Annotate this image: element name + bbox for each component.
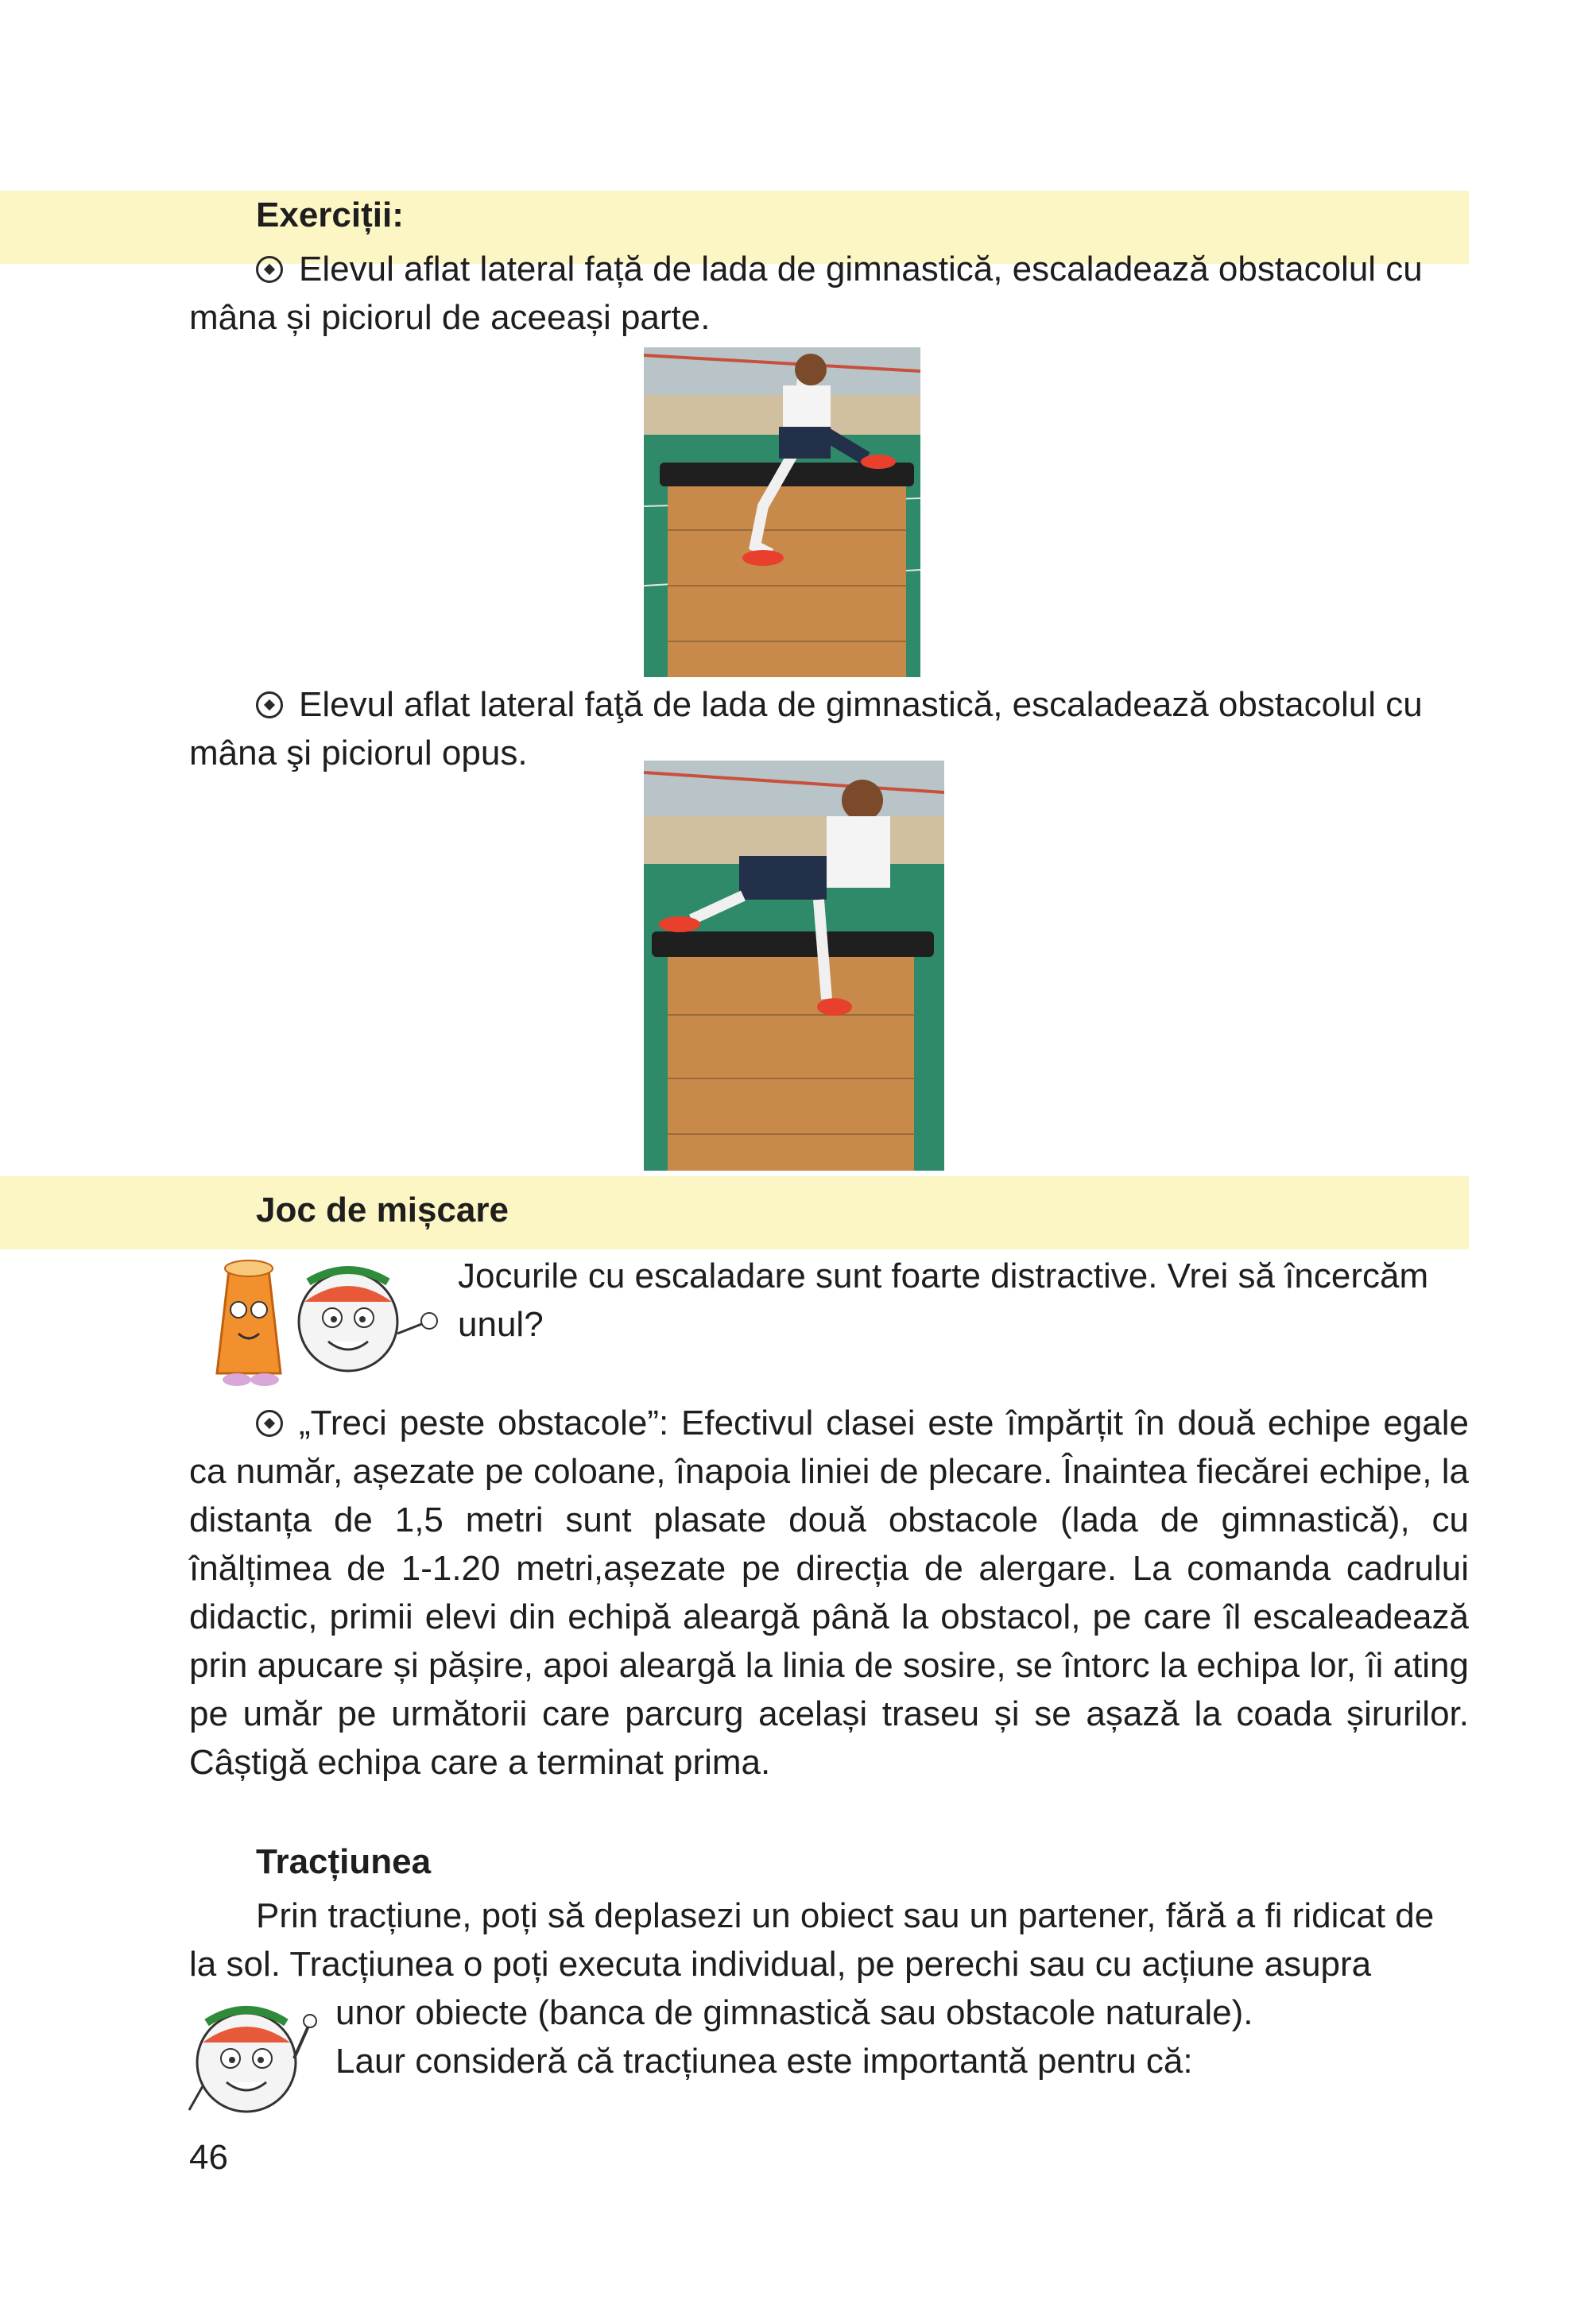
game-heading: Joc de mișcare (256, 1191, 509, 1229)
soccer-ball-icon (256, 1410, 283, 1437)
traction-heading: Tracțiunea (256, 1842, 432, 1881)
game-intro: Jocurile cu escaladare sunt foarte distractive. Vrei să încercăm unul? (458, 1256, 1429, 1344)
photo-exercise-2 (644, 761, 944, 1171)
exercise-item-2: Elevul aflat lateral faţă de lada de gimnastică, escaladează obstacolul cu mâna şi piciorul opus. (189, 685, 1423, 772)
game-description: „Treci peste obstacole”: Efectivul clasei este împărțit în două echipe egale ca număr, așezate pe coloane, înapoia liniei de plecare. Înaintea fiecărei echipe, la distanța de 1,5 metri sunt plasate două obstacole (lada de gimnastică), cu înălțimea de 1-1.20 metri,așezate pe direcția de alergare. La comanda cadrului didactic, primii elevi din echipă aleargă până la obstacol, pe care îl escaleadează prin apucare și pășire, apoi aleargă la linia de sosire, se întorc la echipa lor, îi ating pe umăr pe următorii care parcurg același traseu și se așază la coada șirurilor. Câștigă echipa care a terminat prima. (189, 1404, 1469, 1782)
game-heading-band (0, 1176, 1469, 1249)
exercises-heading: Exerciții: (256, 196, 404, 234)
photo-exercise-1 (644, 347, 920, 677)
soccer-ball-icon (256, 691, 283, 718)
page-number: 46 (189, 2138, 228, 2177)
exercise-item-1: Elevul aflat lateral față de lada de gimnastică, escaladează obstacolul cu mâna și piciorul de aceeași parte. (189, 250, 1423, 337)
traction-paragraph: Prin tracțiune, poți să deplasezi un obiect sau un partener, fără a fi ridicat de la sol. Tracțiunea o poți executa individual, pe perechi sau cu acțiune asupra (189, 1896, 1435, 1984)
mascot-laur-illustration (183, 1991, 322, 2126)
mascot-duo-illustration (189, 1254, 444, 1393)
soccer-ball-icon (256, 256, 283, 283)
traction-continuation: unor obiecte (banca de gimnastică sau obstacole naturale). Laur consideră că tracțiunea este importantă pentru că: (335, 1993, 1253, 2081)
